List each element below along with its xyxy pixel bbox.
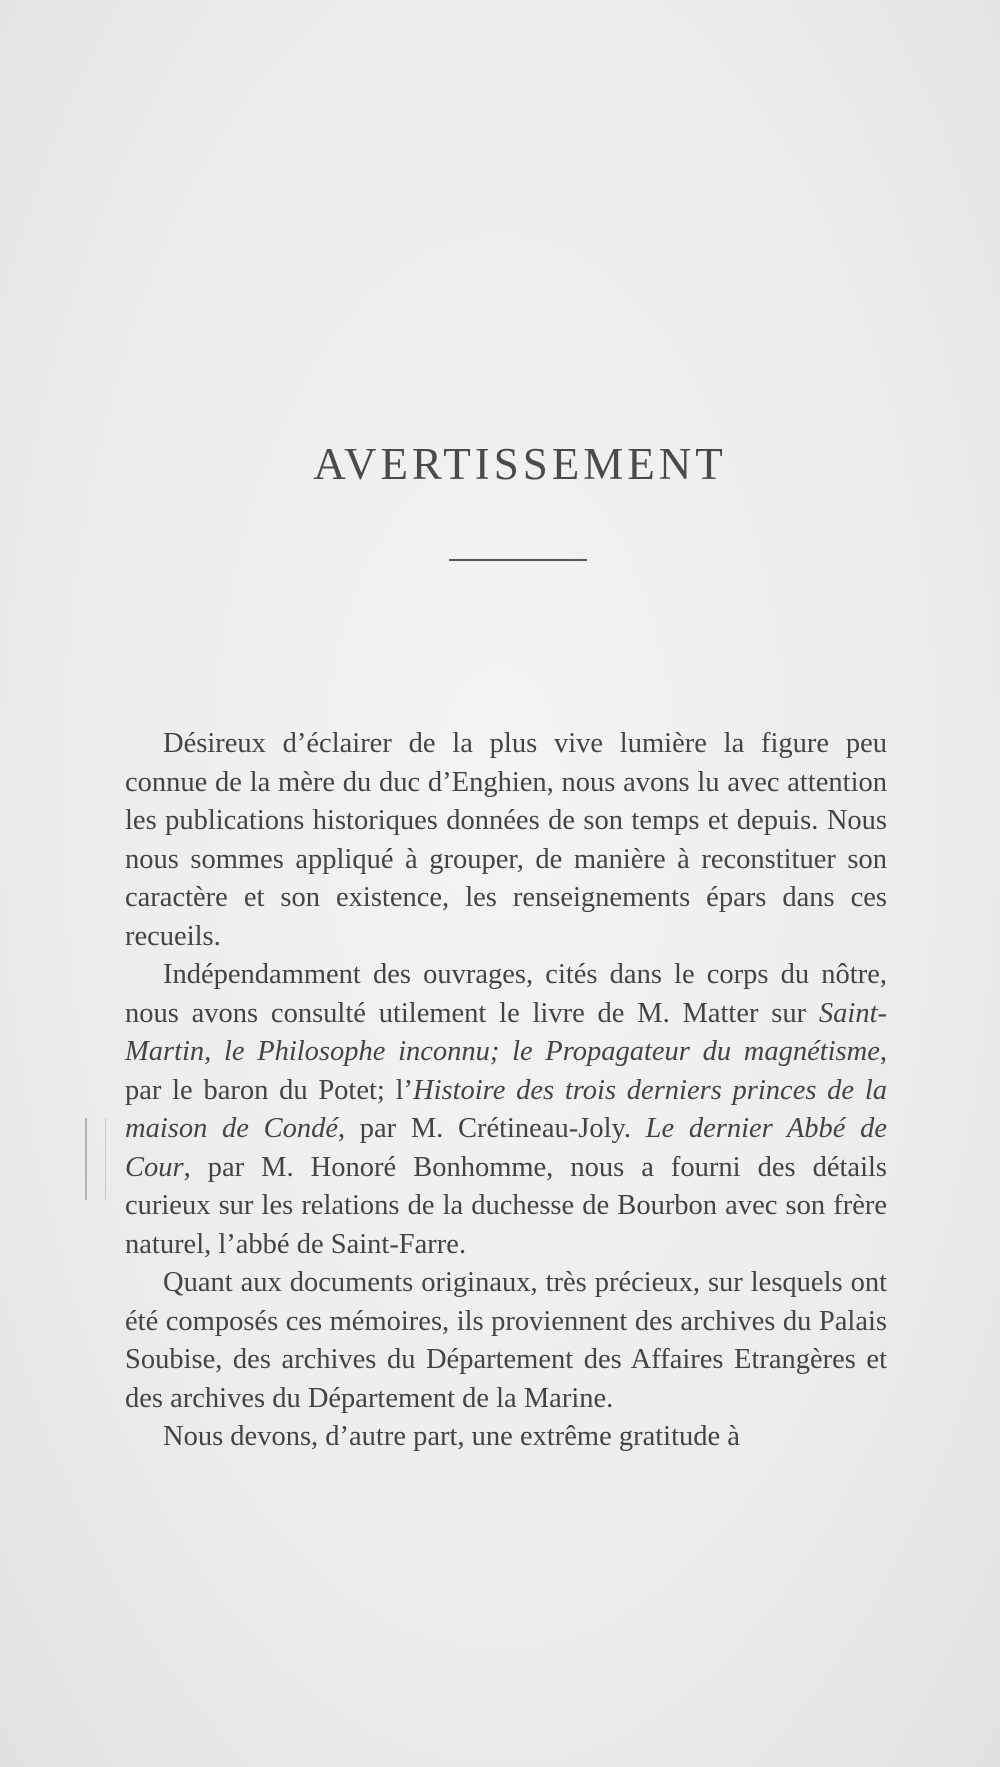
margin-mark [85,1118,106,1200]
paragraph-3 [125,1264,887,1418]
book-title-histoire-conde: Histoire des trois derniers princes de la maison de Condé [125,1074,887,1144]
paragraph-2-text-4: , par M. Honoré Bonhomme, nous a fourni des détails curieux sur les relations de la duchesse de Bourbon avec son frère naturel, l’abbé de Saint-Farre. [125,1151,887,1260]
paragraph-3-text: Quant aux documents originaux, très précieux, sur lesquels ont été composés ces mémoires, ils proviennent des archives du Palais Soubise, des archives du Département des Affaires Etrangères et des archives du Département de la Marine. [125,1267,887,1414]
paragraph-4 [125,1418,887,1457]
page-title: AVERTISSEMENT [313,439,727,490]
paragraph-1 [125,725,887,956]
paragraph-2-text-1: Indépendamment des ouvrages, cités dans le corps du nôtre, nous avons consulté utilement le livre de M. Matter sur [125,959,887,1029]
body-text [125,725,887,1457]
paragraph-2-text-2: , par le baron du Potet; l’ [125,1036,887,1106]
title-divider [449,559,587,561]
paragraph-4-text: Nous devons, d’autre part, une extrême gratitude à [163,1421,740,1452]
paragraph-2 [125,956,887,1264]
paragraph-1-text: Désireux d’éclairer de la plus vive lumière la figure peu connue de la mère du duc d’Enghien, nous avons lu avec attention les publications historiques données de son temps et depuis. Nous nous sommes appliqué à grouper, de manière à reconstituer son caractère et son existence, les renseignements épars dans ces recueils. [125,728,887,952]
paragraph-2-text-3: , par M. Crétineau-Joly. [337,1113,646,1144]
book-title-abbe-de-cour: Le dernier Abbé de Cour [125,1113,887,1183]
book-title-saint-martin: Saint-Martin, le Philosophe inconnu; le Propagateur du magnétisme [125,997,887,1067]
